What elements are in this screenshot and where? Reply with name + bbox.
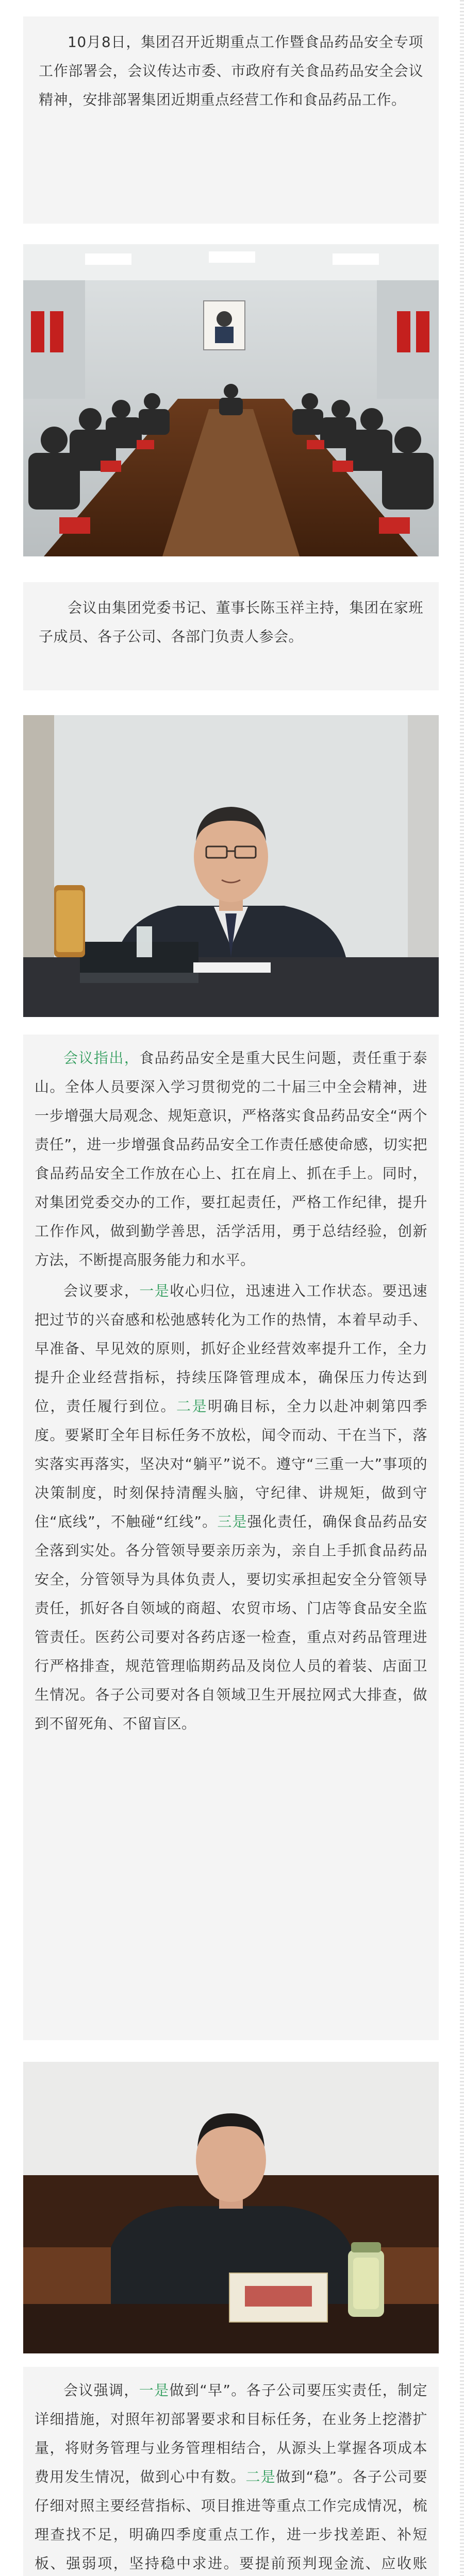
section1-box: [23, 1035, 439, 2040]
meeting-room-photo: [23, 244, 439, 556]
para1-body: 食品药品安全是重大民生问题，责任重于泰山。全体人员要深入学习贯彻党的二十届三中全会精神，进一步增强大局观念、规矩意识，严格落实食品药品安全“两个责任”，进一步增强食品药品安全工作责任感使命感，切实把食品药品安全工作放在心上、扛在肩上、抓在手上。同时，对集团党委交办的工作，要扛起责任，严格工作纪律，提升工作作风，做到勤学善思，活学活用，勇于总结经验，创新方法，不断提高服务能力和水平。: [35, 1049, 427, 1268]
point-2-highlight: 二是: [176, 1398, 208, 1415]
section1-para2: [35, 1277, 427, 1738]
attendees-text: 会议由集团党委书记、董事长陈玉祥主持，集团在家班子成员、各子公司、各部门负责人参会。: [39, 599, 423, 645]
section1-para1: [35, 1044, 427, 1275]
speaker-photo-1: [23, 715, 439, 1017]
lead-highlight: 会议指出，: [63, 1049, 140, 1066]
point-3-body: 强化责任，确保食品药品安全落到实处。各分管领导要亲历亲为，亲自上手抓食品药品安全，分管领导为具体负责人，要切实承担起安全分管领导责任，抓好各自领域的商超、农贸市场、门店等食品安全监管责任。医药公司要对各药店逐一检查，重点对药品管理进行严格排查，规范管理临期药品及岗位人员的着装、店面卫生情况。各子公司要对各自领域卫生开展拉网式大排查，做到不留死角、不留盲区。: [35, 1513, 427, 1732]
point-1-highlight: 一是: [139, 1282, 170, 1299]
s2-point-2-highlight: 二是: [245, 2468, 276, 2485]
s2-point-1-body: 做到“早”。各子公司要压实责任，制定详细措施，对照年初部署要求和目标任务，在业务上挖潜扩量，将财务管理与业务管理相结合，从源头上掌握各项成本费用发生情况，做到心中有数。: [35, 2382, 427, 2485]
point-3-highlight: 三是: [217, 1513, 247, 1530]
s2-point-2-body: 做到“稳”。各子公司要仔细对照主要经营指标、项目推进等重点工作完成情况，梳理查找不足，明确四季度重点工作，进一步找差距、补短板、强弱项，坚持稳中求进。要提前预判现金流、应收账: [35, 2468, 427, 2572]
attendees-box: [23, 582, 439, 690]
section2-intro: 会议强调，: [63, 2382, 139, 2399]
point-2-body: 明确目标，全力以赴冲刺第四季度。要紧盯全年目标任务不放松，闻令而动、干在当下，落实落实再落实，坚决对“躺平”说不。遵守“三重一大”事项的决策制度，时刻保持清醒头脑，守纪律、讲规矩，做到守住“底线”，不触碰“红线”。: [35, 1398, 427, 1530]
s2-point-1-highlight: 一是: [139, 2382, 170, 2399]
speaker-photo-2: [23, 2062, 439, 2353]
section2-para: [35, 2376, 427, 2576]
page-edge-stripe: [460, 0, 464, 2576]
point-1-body: 收心归位，迅速进入工作状态。要迅速把过节的兴奋感和松弛感转化为工作的热情，本着早动手、早准备、早见效的原则，抓好企业经营效率提升工作，全力提升企业经营指标，持续压降管理成本，确保压力传达到位，责任履行到位。: [35, 1282, 427, 1415]
section2-box: [23, 2367, 439, 2576]
para2-intro: 会议要求，: [63, 1282, 140, 1299]
intro-text: 10月8日，集团召开近期重点工作暨食品药品安全专项工作部署会，会议传达市委、市政府有关食品药品安全会议精神，安排部署集团近期重点经营工作和食品药品工作。: [39, 33, 423, 108]
intro-box: [23, 16, 439, 224]
